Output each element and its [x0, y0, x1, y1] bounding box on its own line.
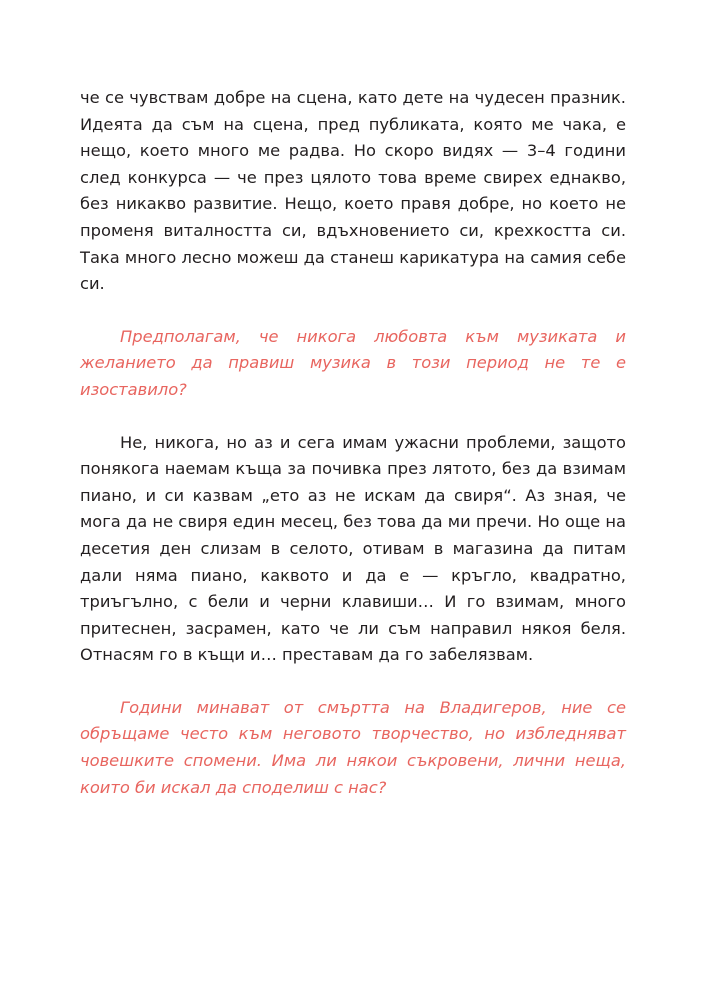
- paragraph-question-2: Години минават от смъртта на Владигеров, ние се обръщаме често към неговото творчество, но избледняват човешките спомени. Има ли някои съкровени, лични неща, които би искал да споделиш с нас?: [80, 697, 626, 797]
- paragraph-answer-1: че се чувствам добре на сцена, като дете на чудесен празник. Идеята да съм на сцена, пред публиката, която ме чака, е нещо, което много ме радва. Но скоро видях — 3–4 години след конкурса — че през цялото това време свирех еднакво, без никакво развитие. Нещо, което правя добре, но което не променя виталността си, вдъхновението си, крехкостта си. Така много лесно можеш да станеш карикатура на самия себе си.: [80, 88, 626, 294]
- paragraph-answer-2: Не, никога, но аз и сега имам ужасни проблеми, защото понякога наемам къща за почивка през лятото, без да взимам пиано, и си казвам „ето аз не искам да свиря“. Аз зная, че мога да не свиря един месец, без това да ми пречи. Но още на десетия ден слизам в селото, отивам в магазина да питам дали няма пиано, каквото и да е — кръгло, квадратно, триъгълно, с бели и черни клавиши… И го взимам, много притеснен, засрамен, като че ли съм направил някоя беля. Отнасям го в къщи и… преставам да го забелязвам.: [80, 432, 626, 665]
- paragraph-question-1: Предполагам, че никога любовта към музиката и желанието да правиш музика в този период не те е изоставило?: [80, 326, 626, 399]
